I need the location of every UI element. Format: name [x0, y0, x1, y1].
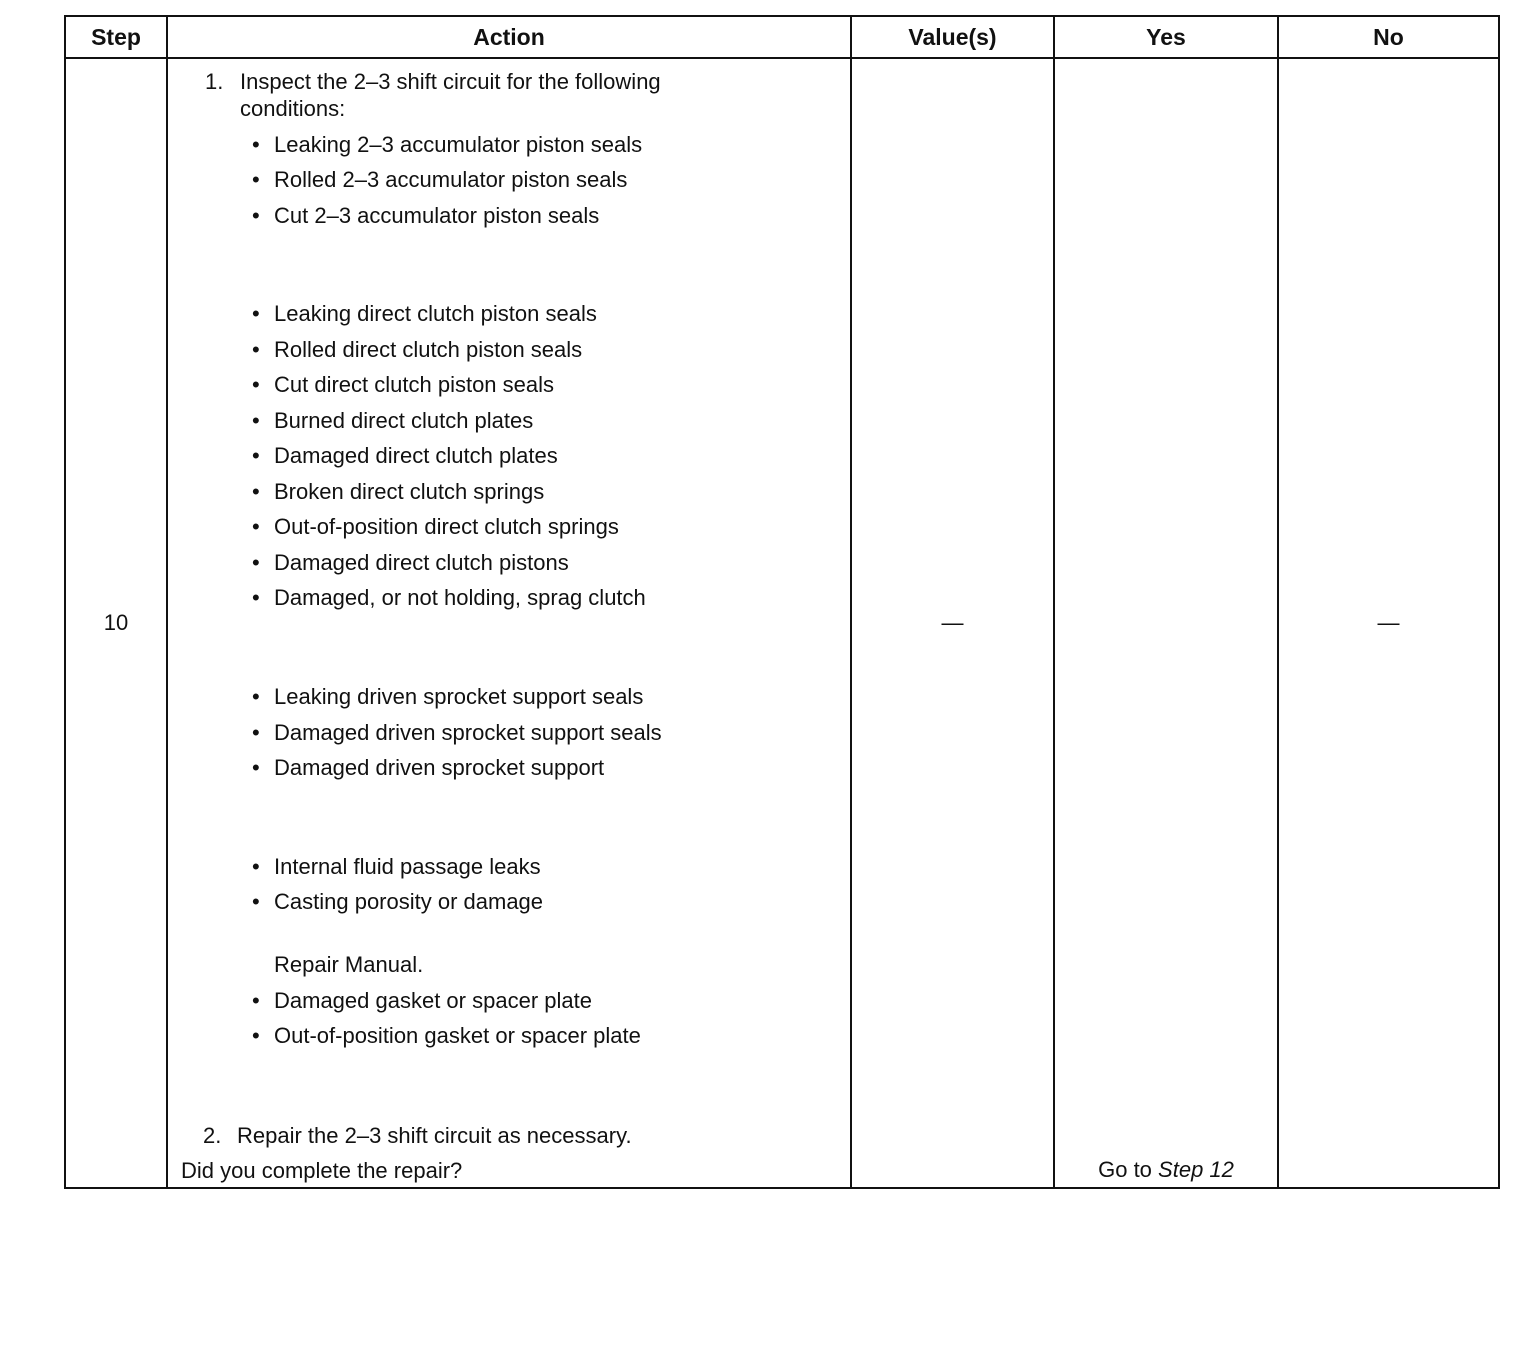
- list-item: • Leaking driven sprocket support seals: [274, 684, 643, 710]
- question-text: Did you complete the repair?: [181, 1158, 463, 1183]
- list-item: • Damaged, or not holding, sprag clutch: [274, 585, 646, 611]
- step-link: Step 12: [1158, 1157, 1234, 1182]
- step-number: 10: [65, 58, 167, 1188]
- value-cell: —: [851, 58, 1054, 1188]
- list-item: • Out-of-position gasket or spacer plate: [274, 1023, 641, 1049]
- list-item: • Damaged gasket or spacer plate: [274, 988, 592, 1014]
- diagnostic-table: [64, 15, 1500, 1189]
- list-item: • Damaged driven sprocket support: [274, 755, 604, 781]
- yes-cell: [1054, 58, 1278, 1188]
- list-item: • Damaged direct clutch pistons: [274, 550, 569, 576]
- no-cell: —: [1278, 58, 1499, 1188]
- header-action: Action: [167, 16, 851, 58]
- item2-text: Repair the 2–3 shift circuit as necessary.: [237, 1123, 632, 1148]
- header-yes: Yes: [1054, 16, 1278, 58]
- item1-number: 1.: [205, 69, 224, 94]
- list-item: • Internal fluid passage leaks: [274, 854, 541, 880]
- list-item: • Damaged driven sprocket support seals: [274, 720, 662, 746]
- list-item: • Cut 2–3 accumulator piston seals: [274, 203, 599, 229]
- list-item: • Damaged direct clutch plates: [274, 443, 558, 469]
- list-item: • Cut direct clutch piston seals: [274, 372, 554, 398]
- item1-text-line1: Inspect the 2–3 shift circuit for the following: [240, 69, 661, 94]
- repair-manual-note: Repair Manual.: [274, 952, 424, 977]
- yes-prefix: Go to: [1098, 1157, 1152, 1182]
- header-step: Step: [65, 16, 167, 58]
- list-item: • Burned direct clutch plates: [274, 408, 533, 434]
- list-item: • Leaking direct clutch piston seals: [274, 301, 597, 327]
- list-item: • Rolled direct clutch piston seals: [274, 337, 582, 363]
- action-cell: [167, 58, 851, 1188]
- list-item: • Rolled 2–3 accumulator piston seals: [274, 167, 627, 193]
- list-item: • Out-of-position direct clutch springs: [274, 514, 619, 540]
- item2-number: 2.: [203, 1123, 222, 1148]
- table-row: [65, 58, 1499, 1188]
- header-no: No: [1278, 16, 1499, 58]
- header-values: Value(s): [851, 16, 1054, 58]
- item1-text-line2: conditions:: [240, 96, 346, 121]
- list-item: • Leaking 2–3 accumulator piston seals: [274, 132, 642, 158]
- list-item: • Broken direct clutch springs: [274, 479, 544, 505]
- list-item: • Casting porosity or damage: [274, 889, 543, 915]
- header-row: [65, 16, 1499, 58]
